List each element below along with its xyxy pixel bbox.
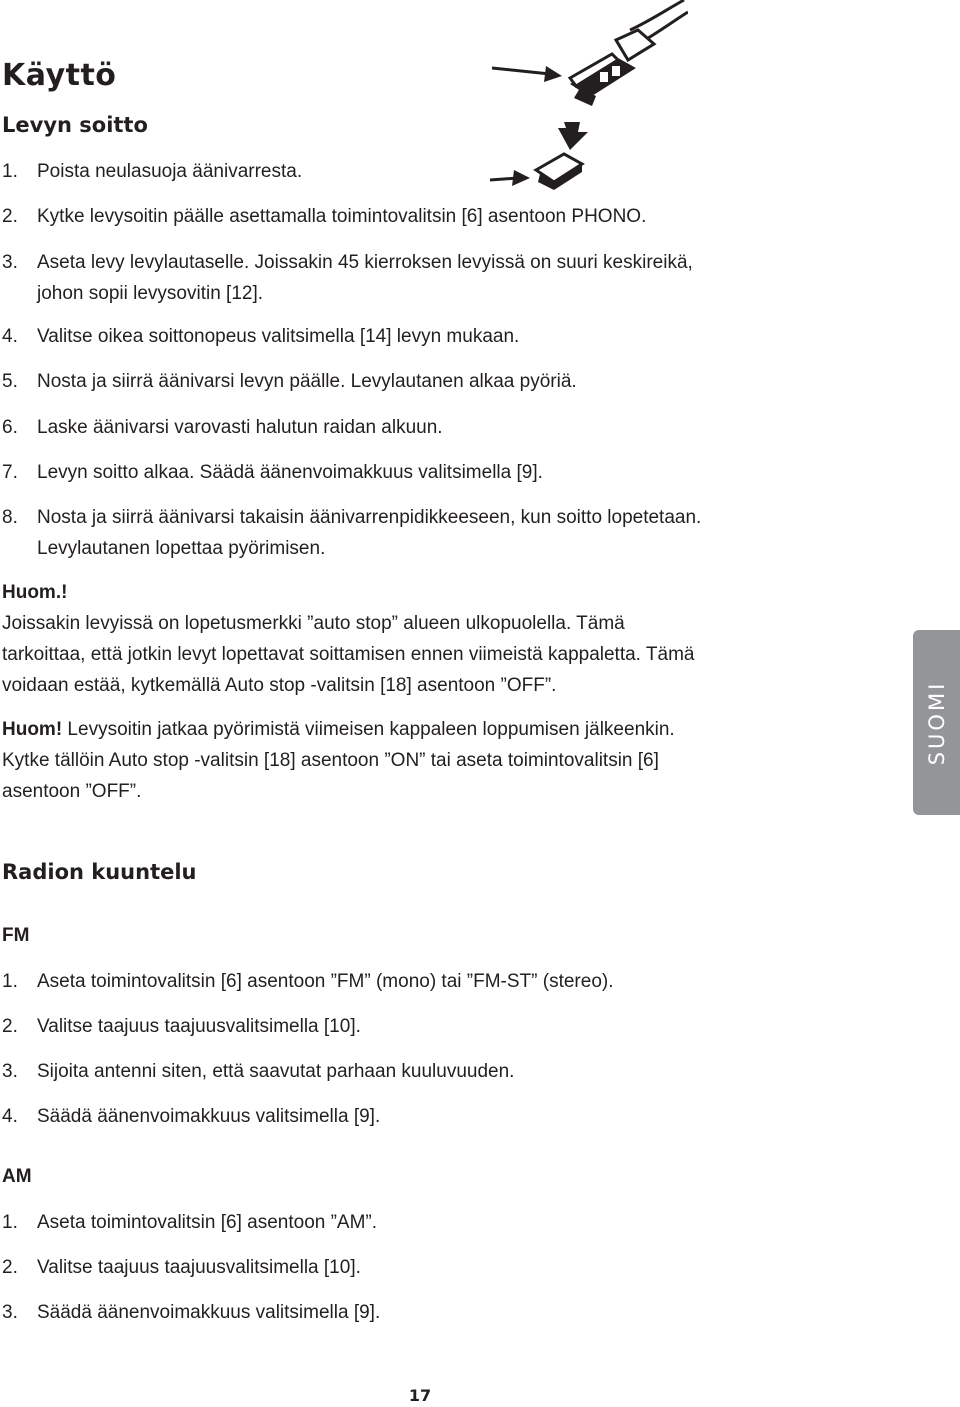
page-title: Käyttö: [2, 58, 117, 93]
step-text: Säädä äänenvoimakkuus valitsimella [9].: [37, 1106, 381, 1127]
note-label: Huom.!: [2, 582, 68, 603]
note-text-line: Kytke tällöin Auto stop -valitsin [18] asentoon ”ON” tai aseta toimintovalitsin [6]: [2, 750, 659, 771]
step-number: 2.: [2, 1016, 18, 1037]
section-title-radio: Radion kuuntelu: [2, 860, 197, 884]
section-title-record: Levyn soitto: [2, 113, 148, 137]
step-number: 3.: [2, 1302, 18, 1323]
step-text: Valitse oikea soittonopeus valitsimella [14] levyn mukaan.: [37, 326, 520, 347]
step-number: 4.: [2, 326, 18, 347]
note-text-line: voidaan estää, kytkemällä Auto stop -valitsin [18] asentoon ”OFF”.: [2, 675, 557, 696]
step-text: Valitse taajuus taajuusvalitsimella [10].: [37, 1257, 361, 1278]
step-text: Nosta ja siirrä äänivarsi levyn päälle. Levylautanen alkaa pyöriä.: [37, 371, 577, 392]
stylus-guard-illustration-icon: [488, 0, 688, 195]
step-text: Aseta toimintovalitsin [6] asentoon ”FM” (mono) tai ”FM-ST” (stereo).: [37, 971, 614, 992]
step-number: 2.: [2, 206, 18, 227]
note-text-line: asentoon ”OFF”.: [2, 781, 142, 802]
step-text: Laske äänivarsi varovasti halutun raidan alkuun.: [37, 417, 443, 438]
step-text-continued: johon sopii levysovitin [12].: [37, 283, 264, 304]
note-text-line: Levysoitin jatkaa pyörimistä viimeisen kappaleen loppumisen jälkeenkin.: [62, 719, 675, 740]
note-text-line: Joissakin levyissä on lopetusmerkki ”auto stop” alueen ulkopuolella. Tämä: [2, 613, 625, 634]
step-text: Säädä äänenvoimakkuus valitsimella [9].: [37, 1302, 381, 1323]
step-text: Poista neulasuoja äänivarresta.: [37, 161, 303, 182]
step-number: 3.: [2, 252, 18, 273]
step-text: Sijoita antenni siten, että saavutat parhaan kuuluvuuden.: [37, 1061, 515, 1082]
step-text-continued: Levylautanen lopettaa pyörimisen.: [37, 538, 326, 559]
step-number: 5.: [2, 371, 18, 392]
subsection-title-fm: FM: [2, 925, 30, 946]
subsection-title-am: AM: [2, 1166, 32, 1187]
step-number: 6.: [2, 417, 18, 438]
note-label: Huom!: [2, 719, 63, 740]
note-text-line: tarkoittaa, että jotkin levyt lopettavat soittamisen ennen viimeistä kappaletta. Tämä: [2, 644, 695, 665]
language-side-tab: [913, 630, 960, 815]
step-number: 2.: [2, 1257, 18, 1278]
step-number: 3.: [2, 1061, 18, 1082]
step-number: 7.: [2, 462, 18, 483]
step-number: 8.: [2, 507, 18, 528]
step-number: 4.: [2, 1106, 18, 1127]
step-text: Levyn soitto alkaa. Säädä äänenvoimakkuus valitsimella [9].: [37, 462, 543, 483]
step-text: Valitse taajuus taajuusvalitsimella [10].: [37, 1016, 361, 1037]
step-number: 1.: [2, 1212, 18, 1233]
page-number: 17: [408, 1386, 432, 1405]
step-text: Aseta toimintovalitsin [6] asentoon ”AM”.: [37, 1212, 378, 1233]
side-tab-label: SUOMI: [924, 680, 949, 765]
step-text: Aseta levy levylautaselle. Joissakin 45 kierroksen levyissä on suuri keskireikä,: [37, 252, 693, 273]
step-text: Nosta ja siirrä äänivarsi takaisin äänivarrenpidikkeeseen, kun soitto lopetetaan.: [37, 507, 702, 528]
step-number: 1.: [2, 161, 18, 182]
step-number: 1.: [2, 971, 18, 992]
step-text: Kytke levysoitin päälle asettamalla toimintovalitsin [6] asentoon PHONO.: [37, 206, 647, 227]
